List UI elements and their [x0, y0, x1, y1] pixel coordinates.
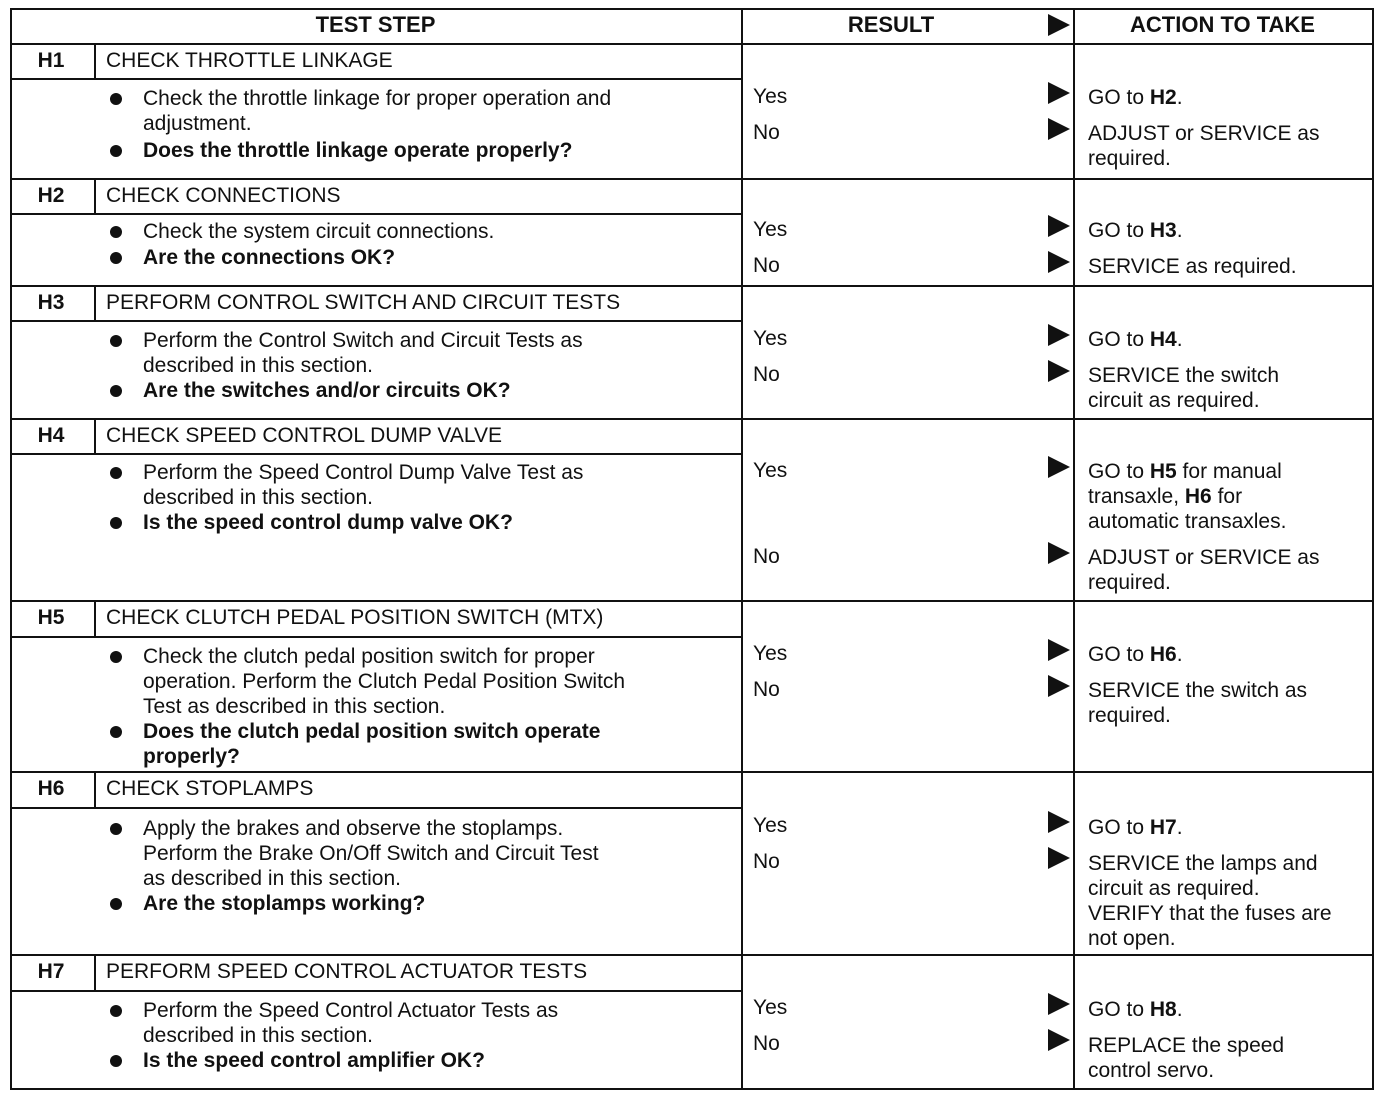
action-text-main: GO to — [1088, 816, 1150, 839]
step-bullet: Check the clutch pedal position switch for proper operation. Perform the Clutch Pedal Position Switch Test as described in this section. — [143, 645, 626, 718]
step-id: H7 — [37, 960, 65, 983]
action-text-tail: . — [1176, 219, 1183, 242]
bullet-icon — [110, 145, 122, 157]
header-test-step: TEST STEP — [315, 12, 436, 37]
result-arrow-icon — [1048, 215, 1070, 237]
result-label: No — [753, 121, 780, 144]
id-divider — [94, 43, 96, 78]
bullet-icon — [110, 226, 122, 238]
action-text — [1088, 545, 1319, 595]
step-bullet: Are the connections OK? — [143, 246, 396, 269]
column-divider-result — [741, 8, 743, 1088]
step-bullet: Does the clutch pedal position switch operate properly? — [143, 720, 601, 768]
step-bullet: Check the system circuit connections. — [143, 220, 495, 243]
id-divider — [94, 418, 96, 453]
title-divider — [10, 213, 741, 215]
result-label: Yes — [753, 85, 788, 108]
result-label: No — [753, 363, 780, 386]
result-label: No — [753, 254, 780, 277]
action-text-main: SERVICE the switch circuit as required. — [1088, 364, 1280, 412]
action-step-ref: H7 — [1149, 816, 1177, 839]
step-bullet: Is the speed control dump valve OK? — [143, 511, 513, 534]
action-text — [1088, 459, 1286, 534]
step-bullet: Perform the Control Switch and Circuit Tests as described in this section. — [143, 329, 583, 377]
action-text — [1088, 85, 1183, 110]
action-text-main: REPLACE the speed control servo. — [1088, 1034, 1285, 1082]
action-text — [1088, 851, 1332, 951]
action-text-main: GO to — [1088, 460, 1150, 483]
step-title: CHECK SPEED CONTROL DUMP VALVE — [106, 424, 502, 447]
action-text — [1088, 997, 1183, 1022]
action-text — [1088, 363, 1279, 413]
action-step-ref: H2 — [1149, 86, 1177, 109]
result-arrow-icon — [1048, 542, 1070, 564]
result-arrow-icon — [1048, 118, 1070, 140]
action-text-tail: . — [1176, 328, 1183, 351]
row-divider — [10, 418, 1372, 420]
step-title: CHECK THROTTLE LINKAGE — [106, 49, 393, 72]
step-title: CHECK STOPLAMPS — [106, 777, 314, 800]
header-divider — [10, 43, 1372, 45]
header-action: ACTION TO TAKE — [1130, 12, 1315, 37]
action-step-ref: H3 — [1149, 219, 1177, 242]
step-bullet: Does the throttle linkage operate properly? — [143, 139, 573, 162]
step-title: CHECK CONNECTIONS — [106, 184, 341, 207]
diagnostic-table — [10, 8, 1372, 1088]
action-text — [1088, 1033, 1284, 1083]
step-id: H2 — [37, 184, 65, 207]
bullet-icon — [110, 651, 122, 663]
action-text-tail: . — [1176, 816, 1183, 839]
bullet-icon — [110, 93, 122, 105]
step-title: PERFORM CONTROL SWITCH AND CIRCUIT TESTS — [106, 291, 621, 314]
action-text — [1088, 121, 1319, 171]
result-label: No — [753, 850, 780, 873]
bullet-icon — [110, 385, 122, 397]
step-bullet: Perform the Speed Control Dump Valve Test as described in this section. — [143, 461, 584, 509]
bullet-icon — [110, 467, 122, 479]
action-text-main: ADJUST or SERVICE as required. — [1088, 546, 1320, 594]
table-border-left — [10, 8, 12, 1088]
result-arrow-icon — [1048, 251, 1070, 273]
bullet-icon — [110, 335, 122, 347]
action-text-tail: . — [1176, 998, 1183, 1021]
result-label: No — [753, 1032, 780, 1055]
header-result: RESULT — [847, 12, 935, 37]
result-label: No — [753, 678, 780, 701]
bullet-icon — [110, 1005, 122, 1017]
action-text-main: GO to — [1088, 998, 1150, 1021]
result-label: Yes — [753, 996, 788, 1019]
action-text-main: SERVICE as required. — [1088, 255, 1297, 278]
step-id: H6 — [37, 777, 65, 800]
result-label: Yes — [753, 459, 788, 482]
id-divider — [94, 178, 96, 213]
table-border-bottom — [10, 1088, 1374, 1090]
action-text-main: GO to — [1088, 86, 1150, 109]
action-text — [1088, 642, 1183, 667]
bullet-icon — [110, 252, 122, 264]
step-bullet: Is the speed control amplifier OK? — [143, 1049, 485, 1072]
row-divider — [10, 178, 1372, 180]
id-divider — [94, 285, 96, 320]
result-label: Yes — [753, 642, 788, 665]
step-id: H3 — [37, 291, 65, 314]
step-id: H1 — [37, 49, 65, 72]
action-step-ref: H8 — [1149, 998, 1177, 1021]
bullet-icon — [110, 1055, 122, 1067]
step-title: PERFORM SPEED CONTROL ACTUATOR TESTS — [106, 960, 588, 983]
action-text-tail: . — [1176, 643, 1183, 666]
result-arrow-icon — [1048, 639, 1070, 661]
action-text-main: ADJUST or SERVICE as required. — [1088, 122, 1320, 170]
title-divider — [10, 453, 741, 455]
result-arrow-icon — [1048, 847, 1070, 869]
action-text-main: SERVICE the lamps and circuit as required. VERIFY that the fuses are not open. — [1088, 852, 1332, 950]
action-text-main: GO to — [1088, 219, 1150, 242]
action-text — [1088, 218, 1183, 243]
step-id: H4 — [37, 424, 65, 447]
action-text — [1088, 254, 1297, 279]
row-divider — [10, 285, 1372, 287]
step-id: H5 — [37, 606, 65, 629]
title-divider — [10, 636, 741, 638]
result-label: No — [753, 545, 780, 568]
result-arrow-icon — [1048, 993, 1070, 1015]
action-text-main: GO to — [1088, 328, 1150, 351]
step-bullet: Apply the brakes and observe the stoplamps. Perform the Brake On/Off Switch and Circuit Test as described in this section. — [143, 817, 599, 890]
action-step-ref: H6 — [1184, 485, 1212, 508]
title-divider — [10, 807, 741, 809]
result-arrow-icon — [1048, 456, 1070, 478]
result-arrow-icon — [1048, 360, 1070, 382]
title-divider — [10, 990, 741, 992]
bullet-icon — [110, 823, 122, 835]
result-arrow-icon — [1048, 675, 1070, 697]
row-divider — [10, 771, 1372, 773]
action-text — [1088, 815, 1183, 840]
action-text-tail: for automatic transaxles. — [1088, 485, 1287, 533]
step-title: CHECK CLUTCH PEDAL POSITION SWITCH (MTX) — [106, 606, 604, 629]
row-divider — [10, 954, 1372, 956]
result-label: Yes — [753, 218, 788, 241]
id-divider — [94, 954, 96, 990]
table-border-right — [1372, 8, 1374, 1090]
table-border-top — [10, 8, 1372, 10]
result-arrow-icon — [1048, 811, 1070, 833]
id-divider — [94, 771, 96, 807]
bullet-icon — [110, 898, 122, 910]
header-arrow-icon — [1048, 14, 1070, 36]
result-label: Yes — [753, 814, 788, 837]
title-divider — [10, 320, 741, 322]
row-divider — [10, 600, 1372, 602]
action-text-main: SERVICE the switch as required. — [1088, 679, 1308, 727]
id-divider — [94, 600, 96, 636]
result-arrow-icon — [1048, 1029, 1070, 1051]
action-text-tail: for manual transaxle, — [1088, 460, 1282, 508]
result-arrow-icon — [1048, 324, 1070, 346]
action-step-ref: H6 — [1149, 643, 1177, 666]
bullet-icon — [110, 726, 122, 738]
action-text — [1088, 327, 1183, 352]
result-label: Yes — [753, 327, 788, 350]
bullet-icon — [110, 517, 122, 529]
step-bullet: Check the throttle linkage for proper operation and adjustment. — [143, 87, 612, 135]
step-bullet: Are the stoplamps working? — [143, 892, 426, 915]
result-arrow-icon — [1048, 82, 1070, 104]
column-divider-action — [1073, 8, 1075, 1088]
action-text — [1088, 678, 1307, 728]
action-step-ref: H5 — [1149, 460, 1177, 483]
action-step-ref: H4 — [1149, 328, 1177, 351]
step-bullet: Are the switches and/or circuits OK? — [143, 379, 511, 402]
action-text-main: GO to — [1088, 643, 1150, 666]
step-bullet: Perform the Speed Control Actuator Tests as described in this section. — [143, 999, 559, 1047]
action-text-tail: . — [1176, 86, 1183, 109]
title-divider — [10, 78, 741, 80]
